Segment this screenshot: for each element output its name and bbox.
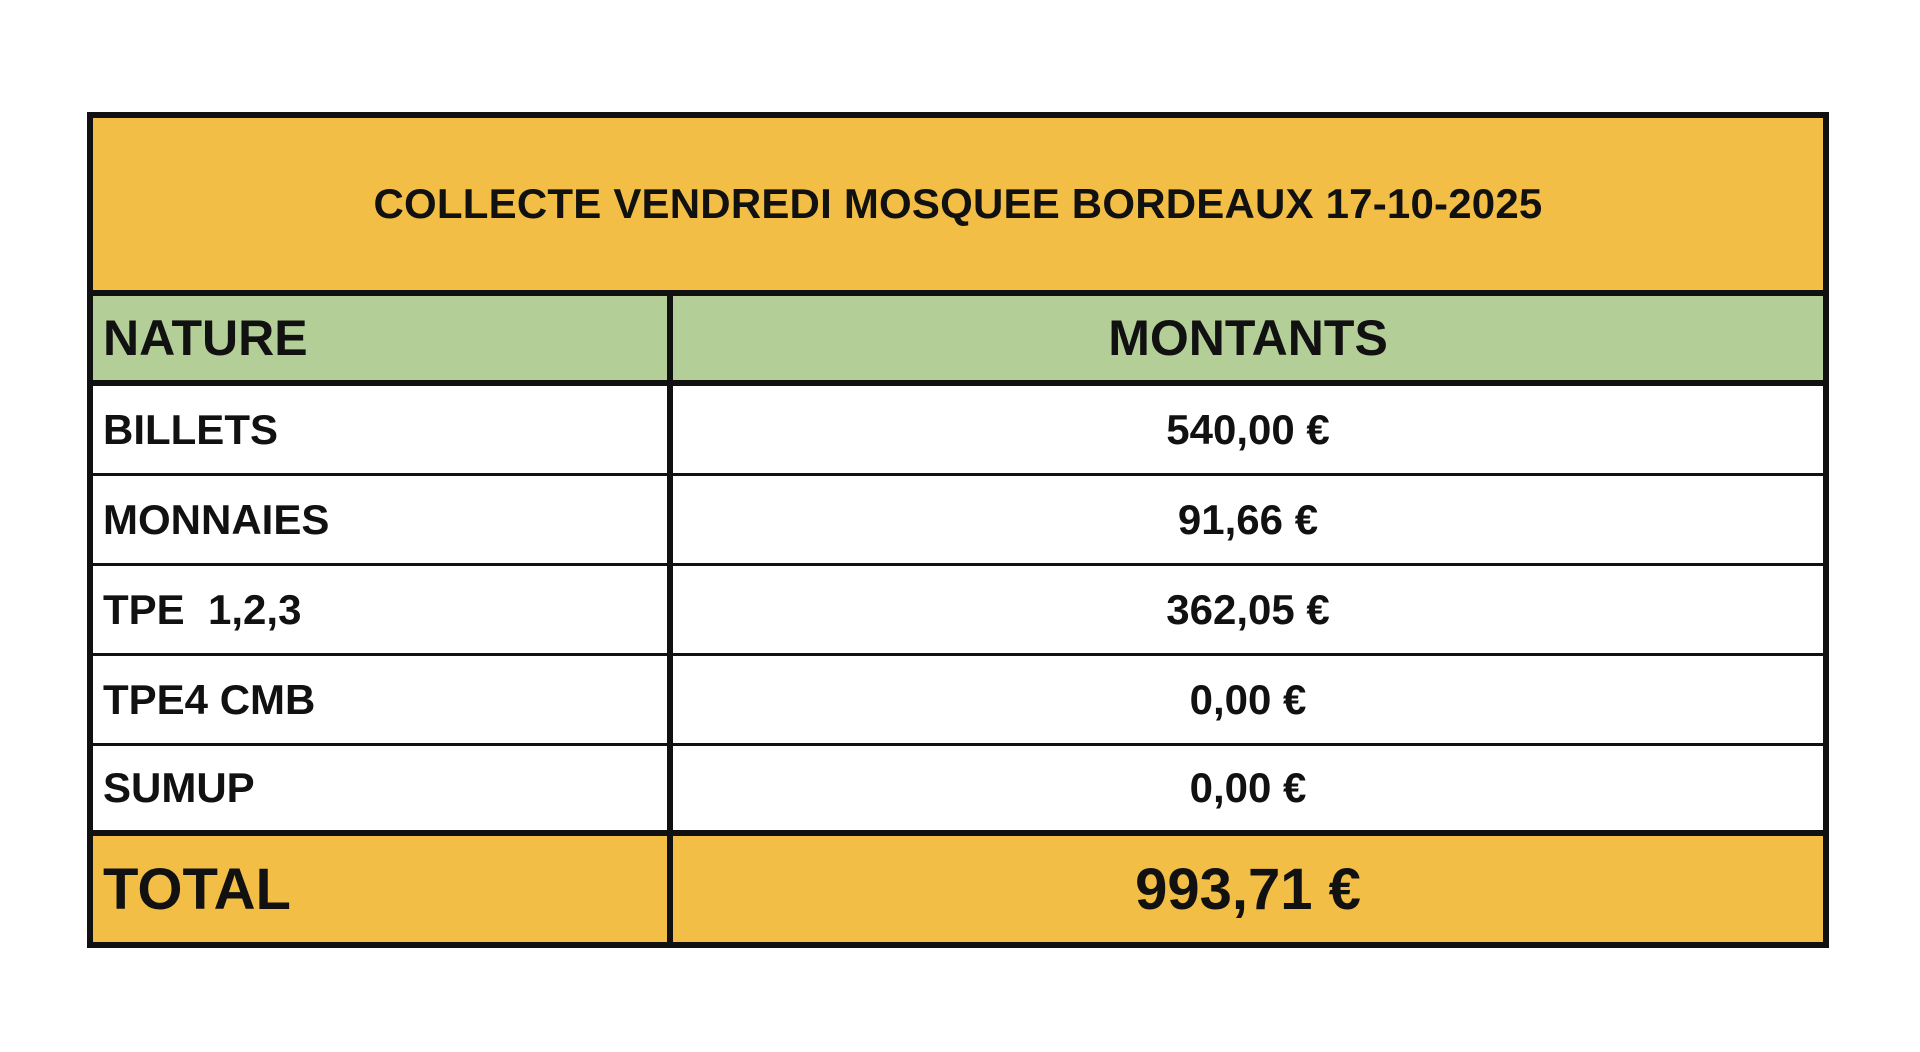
total-label: TOTAL [93,836,673,942]
table-row [93,566,1823,656]
row-nature: TPE 1,2,3 [93,566,673,653]
row-montant: 362,05 € [1166,585,1330,633]
table-row [93,386,1823,476]
header-row [93,296,1823,386]
header-montants: MONTANTS [1108,310,1388,366]
header-nature: NATURE [93,296,673,380]
table-title: COLLECTE VENDREDI MOSQUEE BORDEAUX 17-10-2025 [93,118,1823,296]
row-nature: SUMUP [93,746,673,830]
total-montant: 993,71 € [1135,856,1361,922]
row-nature: TPE4 CMB [93,656,673,743]
total-row [93,836,1823,942]
row-montant: 0,00 € [1189,675,1307,723]
row-montant: 540,00 € [1166,405,1330,453]
table-row [93,476,1823,566]
table-row [93,656,1823,746]
row-montant: 0,00 € [1189,764,1307,811]
row-montant: 91,66 € [1177,495,1319,543]
collection-table [87,112,1829,948]
table-row [93,746,1823,836]
row-nature: MONNAIES [93,476,673,563]
row-nature: BILLETS [93,386,673,473]
